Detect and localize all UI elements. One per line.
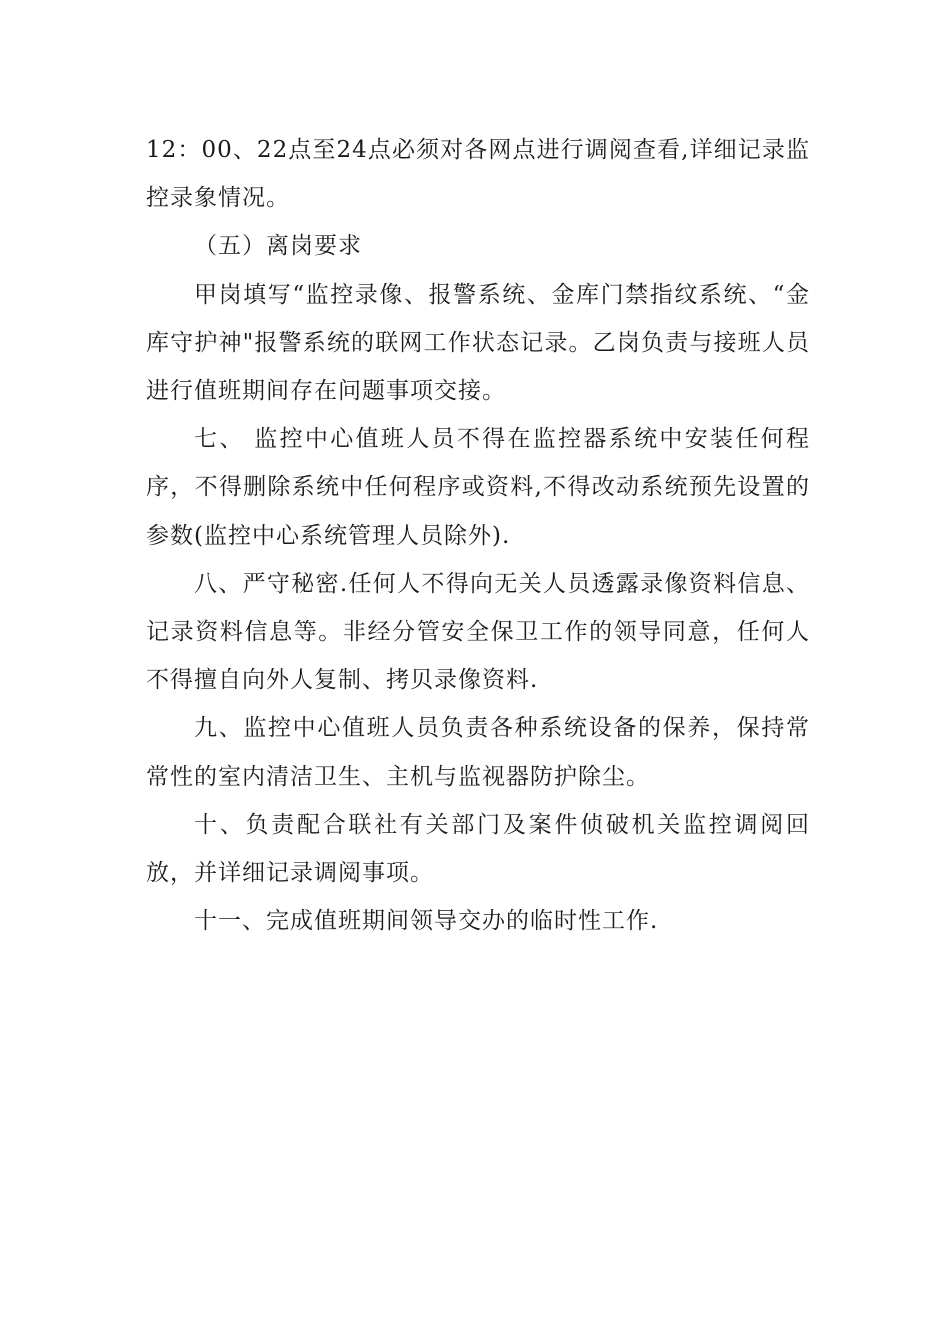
paragraph-continuation: 12：00、22点至24点必须对各网点进行调阅查看,详细记录监控录象情况。 [146, 137, 810, 212]
paragraph-item-eight: 八、严守秘密.任何人不得向无关人员透露录像资料信息、记录资料信息等。非经分管安全保卫工作的领导同意，任何人不得擅自向外人复制、拷贝录像资料. [146, 570, 810, 694]
paragraph-item-eleven: 十一、完成值班期间领导交办的临时性工作. [194, 908, 659, 935]
paragraph-item-seven: 七、 监控中心值班人员不得在监控器系统中安装任何程序，不得删除系统中任何程序或资料,不得改动系统预先设置的参数(监控中心系统管理人员除外). [146, 426, 810, 549]
section-heading-leave-post: （五）离岗要求 [194, 233, 362, 260]
paragraph-item-ten: 十、负责配合联社有关部门及案件侦破机关监控调阅回放，并详细记录调阅事项。 [146, 811, 810, 887]
paragraph-item-nine: 九、监控中心值班人员负责各种系统设备的保养，保持常常性的室内清洁卫生、主机与监视器防护除尘。 [146, 715, 810, 790]
document-body [146, 126, 810, 945]
paragraph-leave-post-requirements: 甲岗填写“监控录像、报警系统、金库门禁指纹系统、“金库守护神"报警系统的联网工作状态记录。乙岗负责与接班人员进行值班期间存在问题事项交接。 [146, 281, 810, 405]
